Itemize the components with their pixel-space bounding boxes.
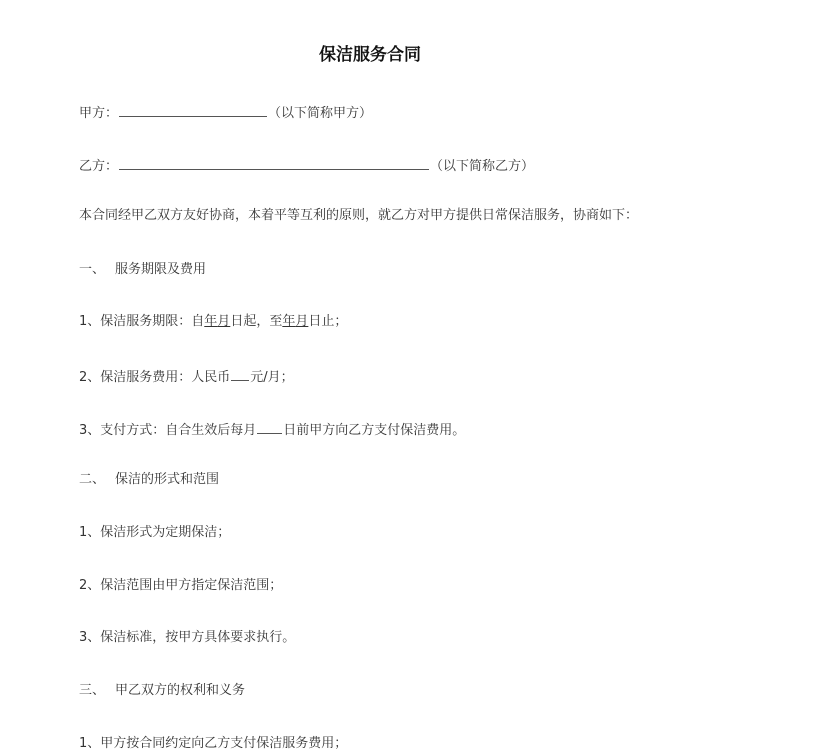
party-b-line: [79, 155, 534, 176]
section-2-item: 1、保洁形式为定期保洁；: [79, 525, 231, 540]
document-title: 保洁服务合同: [319, 45, 421, 65]
party-a-suffix: （以下简称甲方）: [268, 106, 373, 121]
fee-unit: 元/月；: [250, 370, 294, 385]
party-a-line: [79, 102, 372, 123]
section-2-title: 保洁的形式和范围: [115, 472, 220, 487]
section-3-title: 甲乙双方的权利和义务: [115, 683, 246, 698]
start-day-text: 日起，至: [230, 314, 283, 329]
section-3-item: 1、甲方按合同约定向乙方支付保洁服务费用；: [79, 736, 348, 751]
section-2-heading: [79, 471, 219, 489]
service-period-line: [79, 313, 347, 331]
section-1-title: 服务期限及费用: [115, 262, 207, 277]
payment-day-blank[interactable]: [257, 419, 282, 434]
section-2-item: 3、保洁标准，按甲方具体要求执行。: [79, 630, 296, 645]
payment-method-rest: 日前甲方向乙方支付保洁费用。: [283, 423, 466, 438]
payment-method-label: 3、支付方式：自合生效后每月: [79, 423, 257, 438]
party-a-label: 甲方：: [79, 106, 119, 121]
start-month: 月: [217, 314, 231, 329]
section-2-item: 2、保洁范围由甲方指定保洁范围；: [79, 578, 283, 593]
start-year: 年: [204, 314, 218, 329]
intro-paragraph: 本合同经甲乙双方友好协商，本着平等互利的原则，就乙方对甲方提供日常保洁服务，协商如下：: [79, 208, 639, 223]
fee-amount-blank[interactable]: [231, 366, 249, 381]
payment-method-line: [79, 419, 465, 440]
section-3-number: 三、: [79, 683, 106, 698]
party-b-label: 乙方：: [79, 159, 119, 174]
section-1-heading: [79, 261, 206, 279]
section-3-heading: [79, 682, 245, 700]
party-b-suffix: （以下简称乙方）: [430, 159, 535, 174]
service-fee-label: 2、保洁服务费用：人民币: [79, 370, 231, 385]
end-day-text: 日止；: [308, 314, 348, 329]
section-1-number: 一、: [79, 262, 106, 277]
service-fee-line: [79, 366, 294, 387]
party-b-blank[interactable]: [119, 155, 429, 170]
section-2-number: 二、: [79, 472, 106, 487]
service-period-label: 1、保洁服务期限：自: [79, 314, 205, 329]
party-a-blank[interactable]: [119, 102, 267, 117]
end-month: 月: [295, 314, 309, 329]
end-year: 年: [282, 314, 296, 329]
